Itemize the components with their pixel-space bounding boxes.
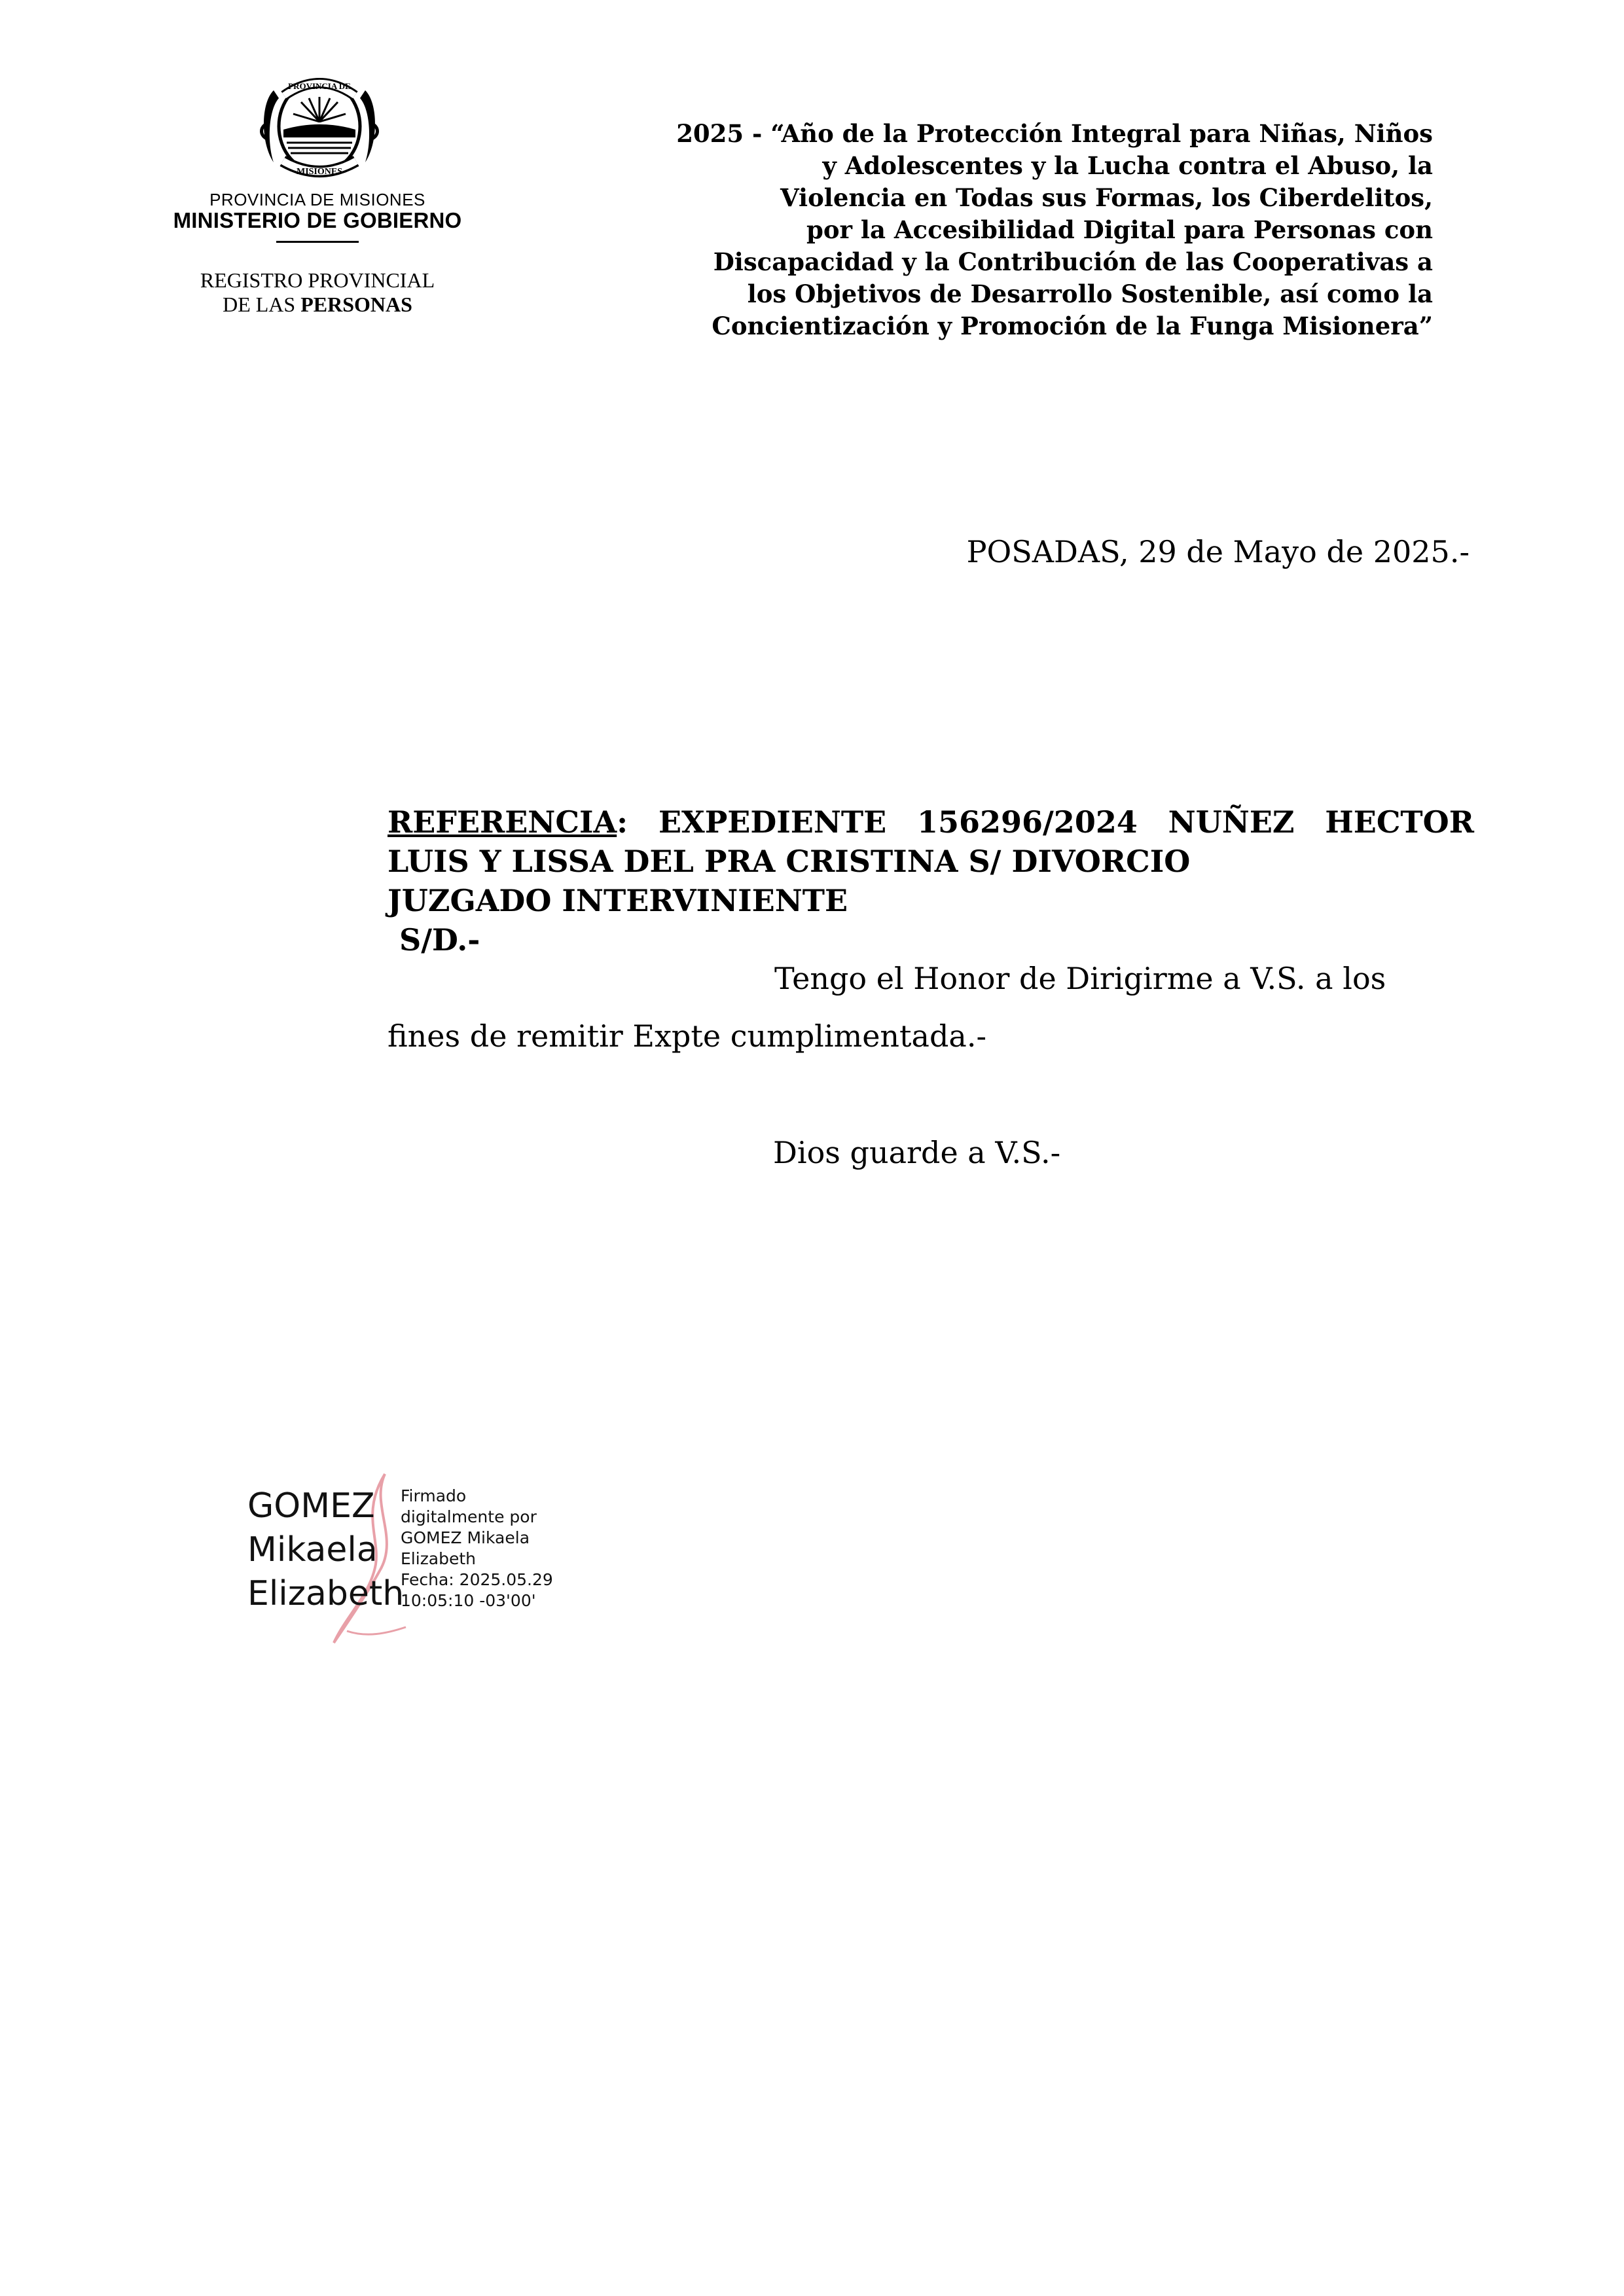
signer-name-line: Mikaela: [247, 1530, 378, 1570]
reference-label-group: [388, 802, 628, 842]
signature-detail-line: Firmado: [401, 1486, 467, 1505]
signer-name-line: GOMEZ: [247, 1486, 375, 1526]
document-date: POSADAS, 29 de Mayo de 2025.-: [966, 534, 1470, 569]
closing-salutation: Dios guarde a V.S.-: [773, 1135, 1061, 1170]
reference-label: REFERENCIA: [388, 804, 617, 840]
body-text-line-1: Tengo el Honor de Dirigirme a V.S. a los: [774, 961, 1386, 996]
year-motto-line: Violencia en Todas sus Formas, los Ciberdelitos,: [780, 183, 1433, 212]
year-motto-line: Discapacidad y la Contribución de las Cooperativas a: [713, 247, 1433, 276]
body-text-line-2: fines de remitir Expte cumplimentada.-: [388, 1018, 986, 1054]
year-motto-line: Concientización y Promoción de la Funga Misionera”: [712, 312, 1433, 340]
registry-name-line2: [144, 293, 491, 317]
year-motto-line: y Adolescentes y la Lucha contra el Abuso, la: [822, 151, 1433, 180]
signature-detail-line: Elizabeth: [401, 1549, 477, 1568]
reference-block: [388, 802, 1474, 960]
registry-name-line2-prefix: DE LAS: [223, 293, 301, 316]
signature-detail-line: digitalmente por: [401, 1507, 537, 1526]
signature-detail-line: 10:05:10 -03'00': [401, 1591, 536, 1610]
reference-file-number: 156296/2024: [916, 804, 1138, 840]
signature-detail-line: Fecha: 2025.05.29: [401, 1570, 553, 1589]
signature-details: [401, 1486, 553, 1611]
province-name: PROVINCIA DE MISIONES: [209, 190, 425, 209]
seal-text-top: PROVINCIA DE: [288, 81, 351, 91]
registry-name-line1: REGISTRO PROVINCIAL: [200, 268, 435, 292]
year-motto: [582, 118, 1433, 342]
year-motto-line: 2025 - “Año de la Protección Integral para Niñas, Niños: [676, 119, 1433, 148]
reference-line-2: LUIS Y LISSA DEL PRA CRISTINA S/ DIVORCIO: [388, 844, 1191, 879]
reference-line-4: S/D.-: [399, 922, 480, 958]
registry-name-line2-bold: PERSONAS: [300, 293, 412, 316]
ministry-name: MINISTERIO DE GOBIERNO: [173, 208, 462, 232]
year-motto-line: por la Accesibilidad Digital para Personas con: [806, 215, 1433, 244]
year-motto-line: los Objetivos de Desarrollo Sostenible, así como la: [747, 279, 1433, 308]
signer-name-line: Elizabeth: [247, 1574, 405, 1613]
reference-line-3: JUZGADO INTERVINIENTE: [388, 883, 848, 918]
reference-line-1: [388, 802, 1474, 842]
seal-text-bottom: MISIONES: [296, 167, 343, 177]
ministry-divider: [276, 241, 359, 243]
reference-word-hector: HECTOR: [1325, 804, 1474, 840]
provincial-seal-logo: [254, 64, 385, 182]
reference-word-nunez: NUÑEZ: [1168, 804, 1295, 840]
reference-colon: :: [617, 804, 628, 840]
signature-detail-line: GOMEZ Mikaela: [401, 1528, 530, 1547]
reference-word-expediente: EXPEDIENTE: [658, 804, 887, 840]
signer-name: [247, 1484, 404, 1616]
